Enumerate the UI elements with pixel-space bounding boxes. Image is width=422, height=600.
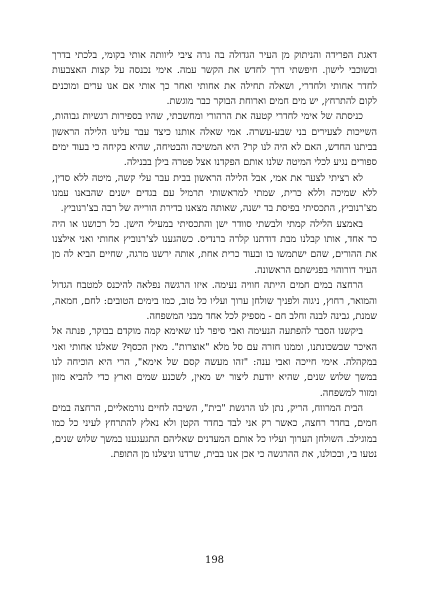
paragraph: באמצע הלילה קמתי ולבשתי סוודר ישן והתכסיתי במעילי הישן. כל רכושנו או היה כר אחד, אותו קבלנו מבת דודתנו קלרה ברנדיס. כשהגענו לצ'רנוביץ אחותי ואני אילצנו את ההורים, שהם ישתמשו בו ובעוד כרית אחת, אותה ירשנו מרגה, שחיים הביא לה מן העיר דורוהוי בפגישתם הראשונה. <box>52 218 377 276</box>
paragraph: ביקשנו הסבר להפתעה הנעימה ואבי סיפר לנו שאימא קמה מוקדם בבוקר, פנתה אל האיכר שבשכונתנו, וממנו חזרה עם סל מלא "אוצרות". מאין הכסף? שאלנו אחותי ואני במקהלה. אימי חייכה ואבי ענה: "זהו מעשה קסם של אימא", הרי היא הוכיחה לנו במשך שלוש שנים, שהיא יודעת ליצור יש מאין, לשכנע שמים וארץ כדי להביא מזון ומזור למשפחה. <box>52 326 377 399</box>
page-number: 198 <box>204 555 225 566</box>
paragraph: הרחצה במים חמים הייתה חוויה נעימה. איזו הרגשה נפלאה להיכנס למטבח הגדול והמואר, רחוץ, ניגוה ולפניך שולחן ערוך ועליו כל טוב, כמו בימים הטובים: לחם, חמאה, שמנת, גבינה לבנה וחלב חם - מספיק לכל אחד מבני המשפחה. <box>52 280 377 322</box>
paragraph: לא רציתי לצער את אמי, אבל הלילה הראשון בבית עבר עלי קשה, מיטה ללא סדין, ללא שמיכה וללא כרית, שמתי למראשותי תרמיל עם בגדים ישנים שהבאנו עמנו מצ'רנוביץ, התכסיתי בפיסת בד ישנה, שאותה מצאנו בדירת הורייה של רבה בצ'רנוביץ. <box>52 172 377 215</box>
paragraph: כניסתה של אימי לחדרי קטעה את הרהורי ומחשבתי, שהיו בספירות רגשיות גבוהות, השייכות לצעירים בני שבע-עשרה. אמי שאלה אותנו כיצד עבר עלינו הלילה הראשון בביתנו החדש, האם לא היה לנו קר? היא המשיכה והבטיחה, שהיא בקיחה כי בעוד ימים ספורים נגיע לכלי המיטה שלנו אותם הפקדנו אצל פטרה בילן בבנילה. <box>52 111 377 169</box>
paragraph: הבית המרווח, הריק, נתן לנו הרגשת "בית", השיבה לחיים נורמאליים, הרחצה במים חמים, בחדר רחצה, כאשר רק אני לבד בחדר הקטן ולא נאלץ להתרחץ לעיני כל כמו במוגילב. השולחן הערוך ועליו כל אותם המעדנים שאליהם התגעגענו במשך שלוש שנים, נטעו בי, ובכולנו, את ההרגשה כי אכן אנו בבית, שרדנו וניצלנו מן התופת. <box>52 402 377 460</box>
paragraph: דאגת הפרידה והניתוק מן העיר הגדולה בה גרה ציבי ליוותה אותי בקומי, בלכתי בדרך ובשוכבי לישון. חיפשתי דרך לחדש את הקשר עמה. אימי נכנסה על קצות האצבעות לחדר אחותי ולחדרי, ושאלה תחילה את אחותי ואחר כך אותי אם אנו ערים ומוכנים לקום להתרחץ, יש מים חמים וארוחת הבוקר כבר מוגשת. <box>52 50 377 108</box>
body-text <box>52 48 377 462</box>
book-page <box>52 48 377 566</box>
